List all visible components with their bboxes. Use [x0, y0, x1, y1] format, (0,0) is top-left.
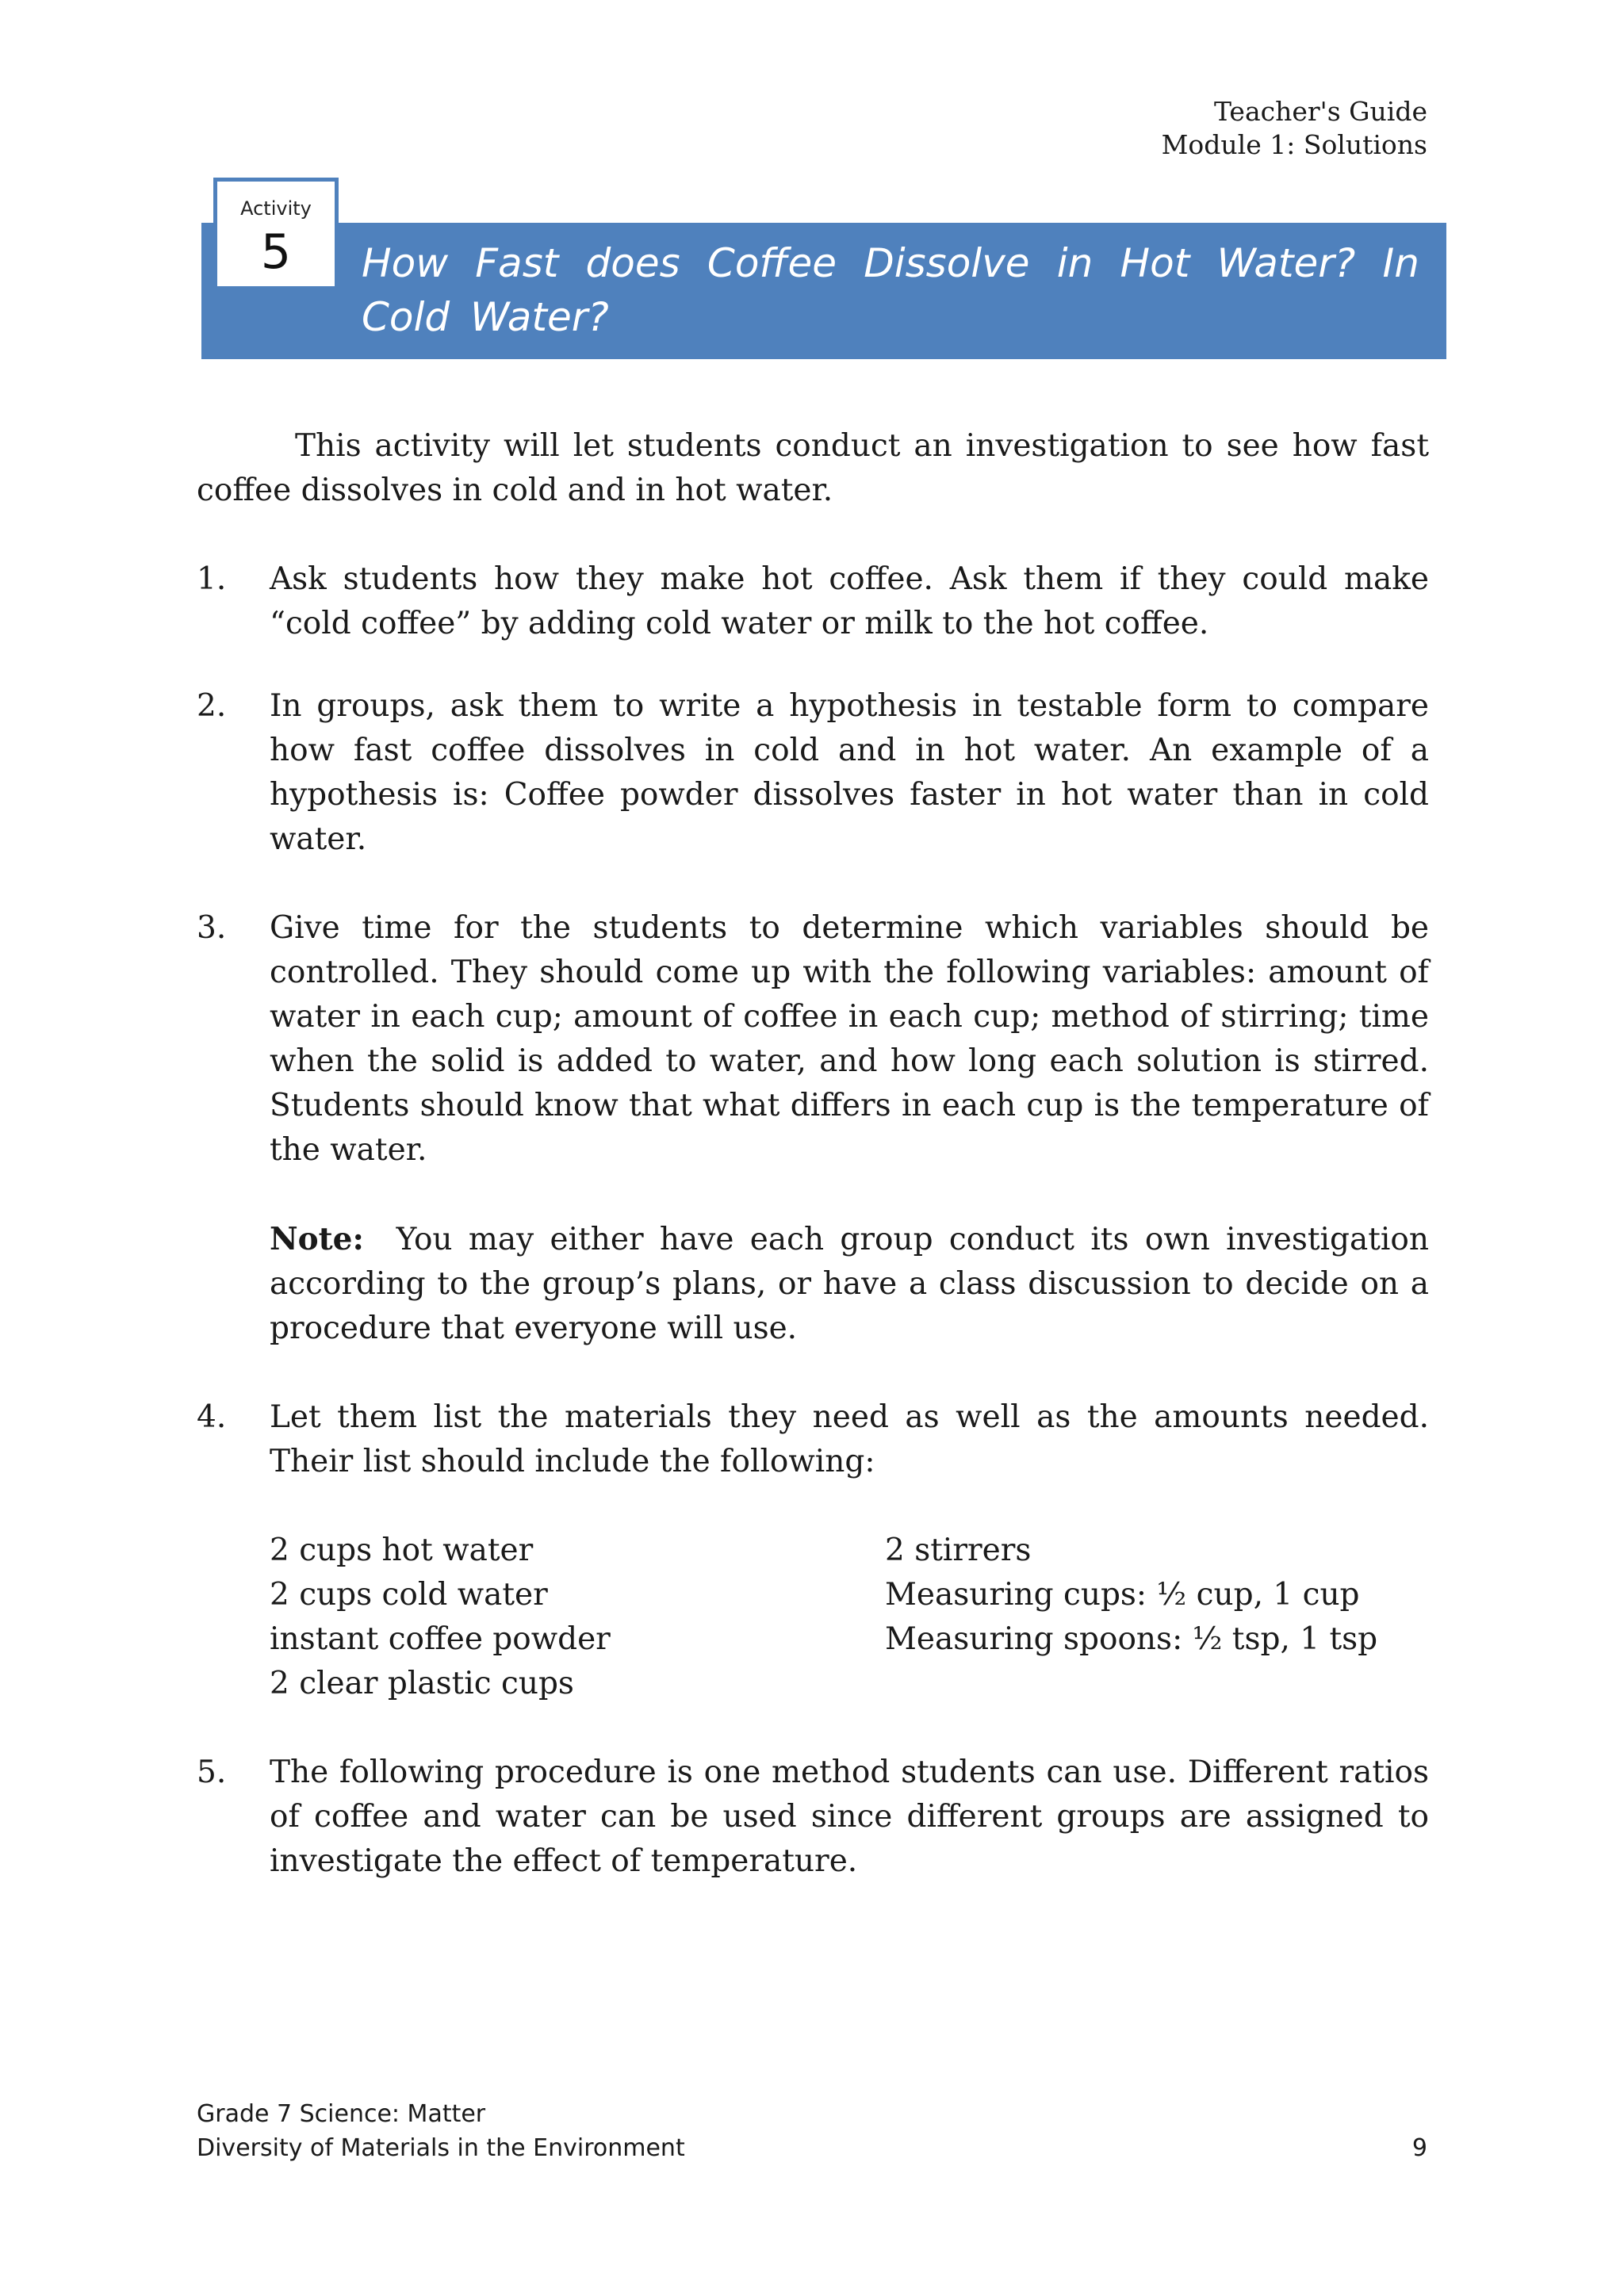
footer-topic-label: Diversity of Materials in the Environment: [197, 2134, 685, 2162]
page-header: [1162, 95, 1427, 162]
materials-list: [270, 1529, 1429, 1706]
list-item-number: 2.: [197, 688, 227, 724]
activity-label: Activity: [240, 197, 312, 220]
page-footer: [197, 2097, 1427, 2165]
material-item: Measuring cups: ½ cup, 1 cup: [885, 1577, 1360, 1613]
material-item: 2 clear plastic cups: [270, 1666, 574, 1701]
list-item-text: Give time for the students to determine which variables should be controlled. They should come up with the following variables: amount of water in each cup; amount of coffee in each cup; method of stirring; time when the solid is added to water, and how long each solution is stirred. Students should know that what differs in each cup is the temperature of the water.: [270, 910, 1429, 1168]
list-item-text: The following procedure is one method students can use. Different ratios of coffee and water can be used since different groups are assigned to investigate the effect of temperature.: [270, 1755, 1429, 1879]
intro-paragraph: This activity will let students conduct an investigation to see how fast coffee dissolves in cold and in hot water.: [197, 428, 1429, 508]
list-item: [197, 557, 1429, 646]
footer-grade-label: Grade 7 Science: Matter: [197, 2100, 486, 2128]
list-item: [197, 906, 1429, 1351]
list-item-text: Ask students how they make hot coffee. Ask them if they could make “cold coffee” by adding cold water or milk to the hot coffee.: [270, 561, 1429, 641]
list-item-number: 3.: [197, 910, 227, 946]
material-item: 2 cups cold water: [270, 1577, 548, 1613]
list-item-number: 1.: [197, 561, 227, 597]
material-item: 2 cups hot water: [270, 1533, 534, 1568]
main-content: [197, 424, 1429, 1884]
list-item-text: In groups, ask them to write a hypothesis in testable form to compare how fast coffee dissolves in cold and in hot water. An example of a hypothesis is: Coffee powder dissolves faster in hot water than in cold water.: [270, 688, 1429, 857]
list-item: [197, 1395, 1429, 1484]
list-item-number: 5.: [197, 1755, 227, 1790]
note-label: Note:: [270, 1221, 364, 1257]
activity-number: 5: [260, 224, 292, 280]
materials-column-right: [885, 1529, 1429, 1706]
material-item: Measuring spoons: ½ tsp, 1 tsp: [885, 1621, 1378, 1657]
list-item: [197, 684, 1429, 862]
material-item: instant coffee powder: [270, 1621, 611, 1657]
page-number: 9: [1411, 2134, 1427, 2162]
list-item-number: 4.: [197, 1399, 227, 1435]
list-item: [197, 1751, 1429, 1884]
header-guide-label: Teacher's Guide: [1213, 96, 1427, 127]
note-text: You may either have each group conduct its own investigation according to the group’s plans, or have a class discussion to decide on a procedure that everyone will use.: [270, 1222, 1429, 1346]
material-item: 2 stirrers: [885, 1533, 1032, 1568]
list-item-text: Let them list the materials they need as well as the amounts needed. Their list should include the following:: [270, 1399, 1429, 1479]
materials-column-left: [270, 1529, 885, 1706]
activity-title: How Fast does Coffee Dissolve in Hot Water? In Cold Water?: [362, 240, 1419, 340]
activity-number-box: [213, 178, 339, 290]
header-module-label: Module 1: Solutions: [1161, 129, 1427, 160]
note-paragraph: [270, 1217, 1429, 1351]
